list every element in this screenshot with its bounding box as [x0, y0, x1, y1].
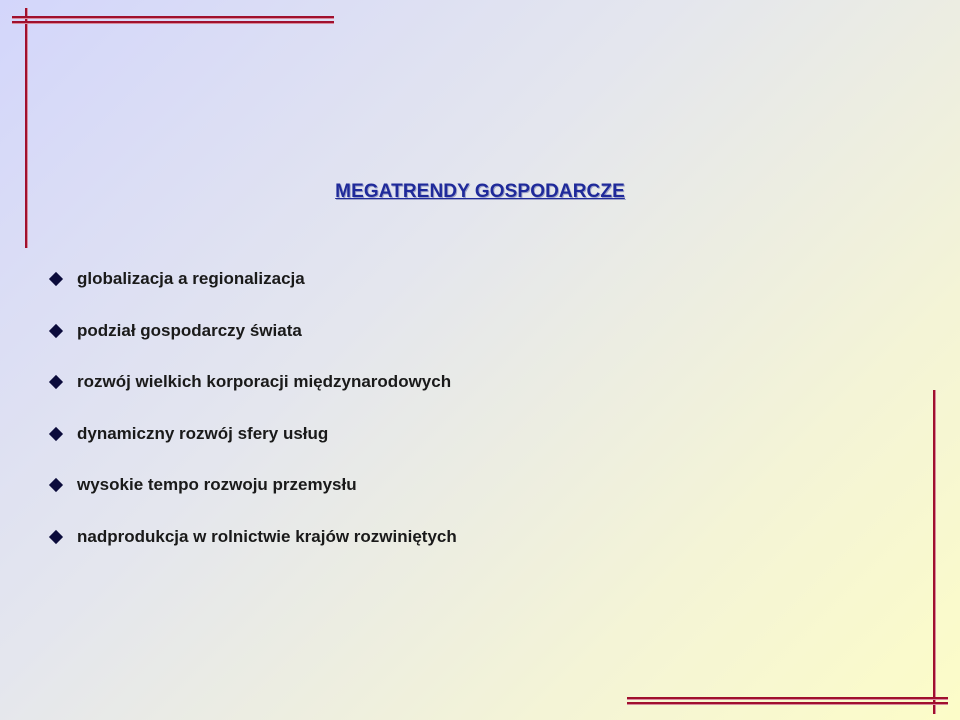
bullet-text: nadprodukcja w rolnictwie krajów rozwiniętych: [77, 526, 457, 546]
bullet-text: globalizacja a regionalizacja: [77, 269, 305, 288]
diamond-bullet-icon: [49, 375, 63, 389]
diamond-bullet-icon: [49, 478, 63, 492]
bullet-item: [48, 524, 457, 550]
diamond-bullet-icon: [49, 323, 63, 337]
decor-line-top-left-horizontal-1: [12, 16, 334, 18]
bullet-text: podział gospodarczy świata: [77, 320, 302, 340]
bullet-item: [48, 369, 457, 395]
decor-line-top-left-horizontal-2: [12, 21, 334, 23]
bullet-item: [48, 318, 457, 344]
decor-line-bottom-right-horizontal-1: [627, 697, 948, 699]
diamond-bullet-icon: [49, 272, 63, 286]
bullet-item: [48, 421, 457, 447]
bullet-item: [48, 472, 457, 498]
bullet-text: wysokie tempo rozwoju przemysłu: [77, 475, 357, 494]
decor-line-bottom-right-horizontal-2: [627, 702, 948, 704]
slide-title: MEGATRENDY GOSPODARCZE: [335, 181, 625, 202]
diamond-bullet-icon: [49, 529, 63, 543]
bullet-text: dynamiczny rozwój sfery usług: [77, 423, 329, 443]
bullet-list: [48, 266, 457, 575]
decor-line-top-left-vertical: [25, 8, 27, 248]
diamond-bullet-icon: [49, 426, 63, 440]
decor-line-bottom-right-vertical: [933, 390, 935, 714]
bullet-text: rozwój wielkich korporacji międzynarodowych: [77, 372, 452, 391]
bullet-item: [48, 266, 457, 292]
